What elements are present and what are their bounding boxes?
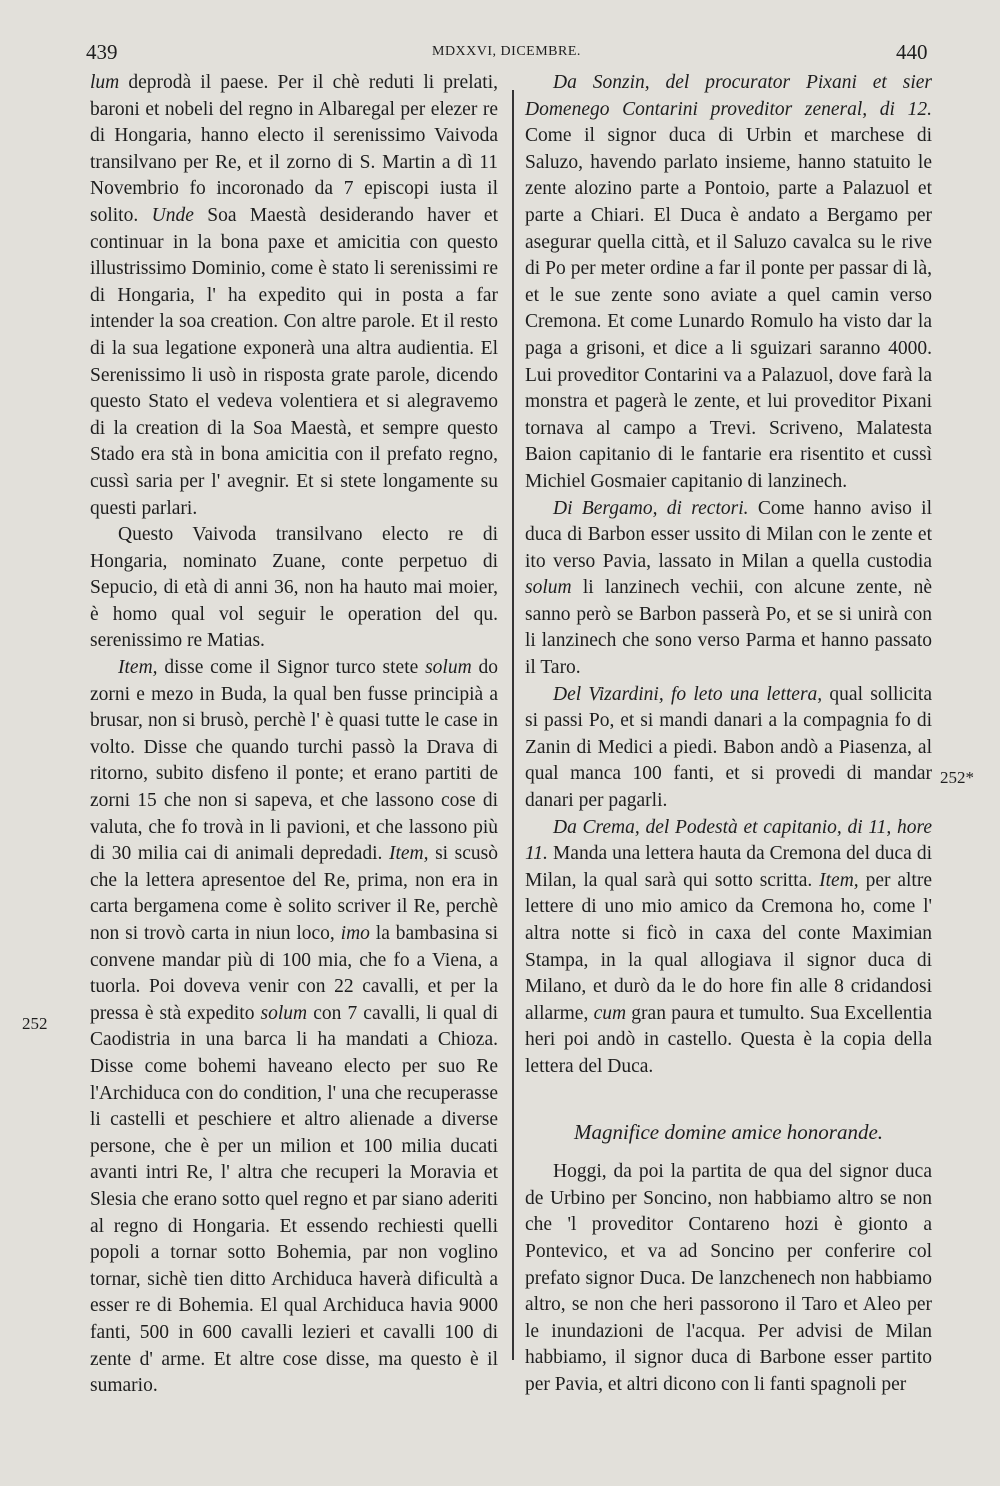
dateline: Del Vizardini, fo leto una lettera,	[553, 683, 823, 705]
right-column	[525, 70, 932, 1399]
dateline: Di Bergamo, di rectori.	[553, 497, 749, 519]
running-head: MDXXVI, DICEMBRE.	[432, 44, 581, 59]
paragraph: Da Crema, del Podestà et capitanio, di 11, hore 11. Manda una lettera hauta da Cremona del duca di Milan, la qual sarà qui sotto scritta. Item, per altre lettere di uno mio amico da Cremona ho, come l' altra notte si ficò in caxa del conte Maximian Stampa, in la qual allogiava il signor duca di Milano, et durò da le do hore fin alle 8 cridandosi allarme, cum gran paura et tumulto. Sua Excellentia heri poi andò in castello. Questa è la copia della lettera del Duca.	[525, 816, 933, 1077]
column-divider	[512, 90, 514, 1360]
margin-note-right: 252*	[940, 768, 974, 787]
page-number-right: 440	[896, 40, 928, 64]
paragraph: Di Bergamo, di rectori. Come hanno aviso il duca di Barbon esser ussito di Milan con le zente et ito verso Pavia, lassato in Milan a quella custodia solum li lanzinech vechii, con alcune zente, nè sanno però se Barbon passerà Po, et se si unirà con li lanzinech che sono verso Parma et hanno passato il Taro.	[525, 497, 933, 679]
paragraph: Del Vizardini, fo leto una lettera, qual sollicita si passi Po, et si mandi danari a la compagnia fo di Zanin di Medici a piedi. Babon andò a Piasenza, al qual manca 100 fanti, et si provedi di mandar danari per pagarli.	[525, 683, 932, 812]
margin-note-left: 252	[22, 1014, 48, 1033]
paragraph: lum deprodà il paese. Per il chè reduti li prelati, baroni et nobeli del regno in Albaregal per elezer re di Hongaria, hanno electo il serenissimo Vaivoda transilvano per Re, et il zorno di S. Martin a dì 11 Novembrio fo incoronado da 7 episcopi iusta il solito. Unde Soa Maestà desiderando haver et continuar in la bona paxe et amicitia con questo illustrissimo Dominio, come è stato li serenissimi re di Hongaria, l' ha expedito qui in posta a far intender la soa creation. Con altre parole. Et il resto di la sua legatione exponerà una altra audientia. El Serenissimo li usò in risposta grate parole, dicendo questo Stato el vedeva volentiera et si alegravemo di la creation di la Soa Maestà, et sempre questo Stado era stà in bona amicitia con il prefato regno, cussì saria per l' avegnir. Et si stete longamente su questi parlari.	[90, 72, 499, 519]
paragraph: Questo Vaivoda transilvano electo re di Hongaria, nominato Zuane, conte perpetuo di Sepucio, di età di anni 36, non ha hauto mai moier, è homo qual vol seguir le operation del qu. serenissimo re Matias.	[90, 524, 498, 652]
paragraph: Item, disse come il Signor turco stete solum do zorni e mezo in Buda, la qual ben fusse principià a brusar, non si brusò, perchè l' è quasi tutte le case in volto. Disse che quando turchi passò la Drava di ritorno, subito disfeno il ponte; et erano partiti de zorni 15 che non si sapeva, et che lassono cose di valuta, che fo trovà in li pavioni, et che lassono più di 30 milia cai di animali depredadi. Item, si scusò che la lettera apresentoe del Re, prima, non era in carta bergamena come è solito scriver il Re, perchè non si trovò carta in niun loco, imo la bambasina si convene mandar più di 100 mia, che fo a Viena, a tuorla. Poi doveva venir con 22 cavalli, et per la pressa è stà expedito solum con 7 cavalli, li qual di Caodistria in una barca li ha mandati a Chioza. Disse come bohemi haveano electo per suo Re l'Archiduca con do condition, l' una che recuperasse li castelli et peschiere et altro alienade a diverse persone, che è per un milion et 100 milia ducati avanti intri Re, l' altra che recuperi la Moravia et Slesia che erano sotto quel regno et par siano aderiti al regno di Hongaria. Et essendo rechiesti quelli popoli a tornar sotto Bohemia, par non voglino tornar, sichè tien ditto Archiduca haverà dificultà a esser re di Bohemia. El qual Archiduca havia 9000 fanti, 500 in 600 cavalli lezieri et cavalli 100 di zente d' arme. Et altre cose disse, ma questo è il sumario.	[90, 657, 499, 1397]
letter-body: Hoggi, da poi la partita de qua del signor duca de Urbino per Soncino, non habbiamo altro se non che 'l proveditor Contareno hozi è gionto a Pontevico, et va ad Soncino per conferire col prefato signor Duca. De lanzchenech non habbiamo altro, se non che heri passorono il Taro et Aleo per le inundazioni de l'acqua. Per advisi de Milan habbiamo, il signor duca di Barbone esser partito per Pavia, et altri dicono con li fanti spagnoli per	[525, 1161, 932, 1395]
letter-salutation: Magnifice domine amice honorande.	[573, 1119, 884, 1144]
page-number-left: 439	[86, 40, 118, 64]
dateline: Da Crema, del Podestà et capitanio, di 11, hore 11.	[525, 816, 932, 865]
dateline: Da Sonzin, del procurator Pixani et sier Domenego Contarini proveditor zeneral, di 12.	[525, 72, 932, 120]
left-column	[90, 70, 498, 1400]
paragraph: Da Sonzin, del procurator Pixani et sier Domenego Contarini proveditor zeneral, di 12. Come il signor duca di Urbin et marchese di Saluzo, havendo parlato insieme, hanno statuito le zente alozino parte a Pontoio, parte a Palazuol et parte a Chiari. El Duca è andato a Bergamo per asegurar quella città, et il Saluzo cavalca su le rive di Po per meter ordine a far il ponte per passar di là, et le sue zente sono aviate a quel camin verso Cremona. Et come Lunardo Romulo ha visto dar la paga a grisoni, et dice a li sguizari saranno 4000. Lui proveditor Contarini va a Palazuol, dove farà la monstra et pagerà le zente, et lui proveditor Pixani tornava al campo a Trevi. Scriveno, Malatesta Baion capitanio di le fantarie era risentito et cussì Michiel Gosmaier capitanio di lanzinech.	[525, 72, 932, 492]
